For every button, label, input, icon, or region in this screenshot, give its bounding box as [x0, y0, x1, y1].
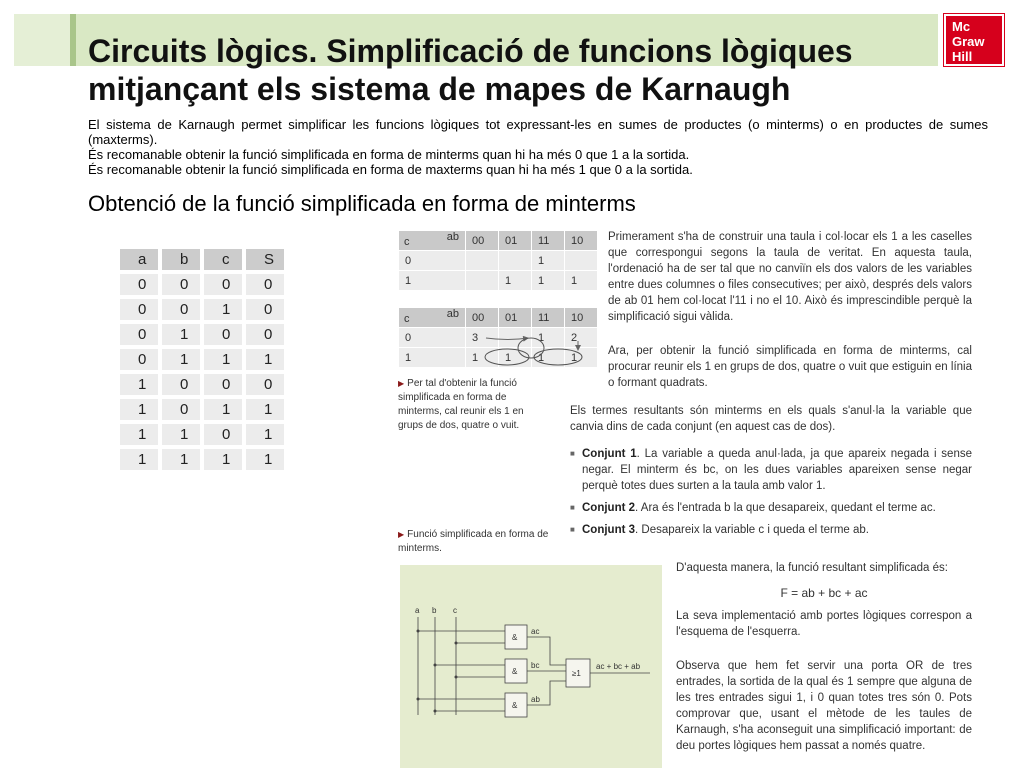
truth-table-cell: 0: [120, 324, 158, 345]
caption-arrow-icon: ▶: [398, 530, 405, 539]
kmap-corner-ab: ab: [446, 231, 459, 243]
kmap-cell: 1: [532, 348, 565, 368]
kmap-group-annotations: [398, 307, 598, 367]
table-row: [120, 399, 284, 420]
kmap-corner-c: c: [404, 313, 410, 325]
truth-table-body: [120, 274, 284, 470]
intro-paragraph: És recomanable obtenir la funció simplificada en forma de maxterms quan hi ha més 1 que 0 a la sortida.: [88, 162, 693, 177]
kmap-cell: [466, 251, 499, 271]
kmap-row-label: 0: [399, 251, 466, 271]
table-row: [120, 324, 284, 345]
bullet-title: Conjunt 1: [582, 448, 637, 460]
kmap-col-header: 11: [532, 308, 565, 328]
group-arrow: [486, 338, 528, 340]
title-band-divider: [70, 14, 76, 66]
table-row: [120, 374, 284, 395]
bullet-text: . Desapareix la variable c i queda el terme ab.: [635, 524, 869, 536]
and-gate-symbol: &: [512, 667, 518, 676]
kmap-cell: 1: [532, 271, 565, 291]
kmap-cell: 1: [466, 348, 499, 368]
table-row: [120, 349, 284, 370]
or-gate-symbol: ≥1: [572, 669, 581, 678]
bullet-title: Conjunt 2: [582, 502, 636, 514]
truth-table: [116, 245, 288, 474]
truth-table-cell: 0: [162, 399, 200, 420]
bullet-text: . La variable a queda anul·lada, ja que apareix negada i sense negar. El minterm és bc, on les dues variables apareixen sense negar perquè totes dues surten a la taula amb valor 1.: [582, 448, 972, 492]
truth-table-cell: 0: [162, 299, 200, 320]
body-paragraph: D'aquesta manera, la funció resultant simplificada és:: [676, 562, 948, 574]
table-row: [120, 424, 284, 445]
caption-text: Per tal d'obtenir la funció simplificada en forma de minterms, cal reunir els 1 en grups de dos, quatre o vuit.: [398, 378, 524, 431]
kmap-row-label: 0: [399, 328, 466, 348]
truth-table-cell: 1: [246, 349, 284, 370]
truth-table-cell: 0: [246, 324, 284, 345]
figure-caption: [398, 528, 550, 556]
truth-table-cell: 1: [246, 449, 284, 470]
junction-dot: [434, 664, 437, 667]
body-paragraph: Els termes resultants són minterms en els quals s'anul·la la variable que canvia dins de cada conjunt (en aquest cas de dos).: [570, 405, 972, 433]
bullet-title: Conjunt 3: [582, 524, 636, 536]
truth-table-cell: 0: [162, 374, 200, 395]
kmap-cell: 1: [565, 348, 598, 368]
truth-table-cell: 0: [204, 424, 242, 445]
truth-table-cell: 1: [204, 449, 242, 470]
truth-table-cell: 1: [204, 349, 242, 370]
kmap-col-header: 10: [565, 308, 598, 328]
kmap-cell: 1: [532, 328, 565, 348]
kmap-row-label: 1: [399, 348, 466, 368]
kmap-corner: [399, 231, 466, 251]
kmap-cell: 1: [565, 271, 598, 291]
truth-table-cell: 1: [120, 399, 158, 420]
group-oval: [534, 349, 582, 365]
caption-arrow-icon: ▶: [398, 379, 405, 388]
truth-table-header: S: [246, 249, 284, 270]
kmap-col-header: 10: [565, 231, 598, 251]
section-heading: Obtenció de la funció simplificada en forma de minterms: [88, 191, 636, 216]
truth-table-cell: 1: [246, 399, 284, 420]
output-label: ac + bc + ab: [596, 662, 641, 671]
input-label: c: [453, 606, 457, 615]
truth-table-cell: 0: [120, 299, 158, 320]
figure-caption: [398, 377, 550, 433]
kmap-row-label: 1: [399, 271, 466, 291]
mcgraw-hill-logo: [944, 14, 1004, 66]
term-label: ab: [531, 695, 540, 704]
truth-table-cell: 0: [246, 299, 284, 320]
kmap-col-header: 01: [499, 308, 532, 328]
truth-table-cell: 1: [120, 374, 158, 395]
term-label: bc: [531, 661, 540, 670]
kmap-corner-ab: ab: [446, 308, 459, 320]
list-item: [570, 500, 972, 516]
body-paragraph: La seva implementació amb portes lògiques correspon a l'esquema de l'esquerra.: [676, 610, 972, 638]
junction-dot: [434, 710, 437, 713]
truth-table-cell: 1: [204, 299, 242, 320]
truth-table-header: a: [120, 249, 158, 270]
kmap-cell: 1: [532, 251, 565, 271]
simplified-formula: F = ab + bc + ac: [780, 586, 868, 600]
body-paragraph: Observa que hem fet servir una porta OR de tres entrades, la sortida de la qual és 1 sempre que alguna de les tres entrades sigui 1, i 0 quan totes tres són 0. Pots comprovar que, usant el mètode de les taules de Karnaugh, s'ha aconseguit una simplificació important: de deu portes lògiques hem passat a només quatre.: [676, 660, 972, 752]
list-item: [570, 522, 972, 538]
junction-dot: [455, 642, 458, 645]
list-item: [570, 446, 972, 494]
slide-title: Circuits lògics. Simplificació de funcions lògiques mitjançant els sistema de mapes de Karnaugh: [88, 33, 853, 107]
term-label: ac: [531, 627, 540, 636]
junction-dot: [417, 698, 420, 701]
kmap-col-header: 11: [532, 231, 565, 251]
title-band-accent: [14, 14, 70, 66]
kmap-cell: 2: [565, 328, 598, 348]
truth-table-header: b: [162, 249, 200, 270]
and-gate-symbol: &: [512, 701, 518, 710]
truth-table-cell: 0: [204, 324, 242, 345]
kmap-cell: 3: [466, 328, 499, 348]
kmap-row: [399, 271, 598, 291]
logo-line-3: Hill: [952, 49, 973, 64]
body-paragraph: Primerament s'ha de construir una taula i col·locar els 1 a les caselles que correspongui segons la taula de veritat. En aquesta taula, l'ordenació ha de ser tal que no canviïn els dos valors de les variables entre dues columnes o files consecutives; per això, després dels valors de ab 01 hem col·locat l'11 i no el 10. Això és imprescindible perquè la simplificació sigui vàlida.: [608, 231, 972, 323]
truth-table-cell: 1: [162, 324, 200, 345]
truth-table-cell: 1: [162, 424, 200, 445]
truth-table-cell: 0: [204, 374, 242, 395]
karnaugh-map-1: [398, 230, 598, 291]
junction-dot: [417, 630, 420, 633]
caption-text: Funció simplificada en forma de minterms.: [398, 529, 549, 554]
intro-text: [88, 117, 988, 177]
body-paragraph: Ara, per obtenir la funció simplificada en forma de minterms, cal procurar reunir els 1 en grups de dos, quatre o vuit que estiguin en línia o formant quadrats.: [608, 345, 972, 389]
and-gate-symbol: &: [512, 633, 518, 642]
input-label: b: [432, 606, 437, 615]
intro-paragraph: És recomanable obtenir la funció simplificada en forma de minterms quan hi ha més 0 que 1 a la sortida.: [88, 147, 690, 162]
kmap-cell: 1: [499, 271, 532, 291]
kmap-cell: [499, 251, 532, 271]
truth-table-cell: 1: [246, 424, 284, 445]
truth-table-cell: 1: [162, 449, 200, 470]
intro-paragraph: El sistema de Karnaugh permet simplificar les funcions lògiques tot expressant-les en sumes de productes (o minterms) o en productes de sumes (maxterms).: [88, 117, 988, 147]
kmap-col-header: 01: [499, 231, 532, 251]
kmap-header-row: [399, 231, 598, 251]
truth-table-cell: 0: [120, 349, 158, 370]
truth-table-header-row: [120, 249, 284, 270]
table-row: [120, 449, 284, 470]
truth-table-cell: 1: [120, 424, 158, 445]
truth-table-header: c: [204, 249, 242, 270]
input-label: a: [415, 606, 420, 615]
kmap-cell: [565, 251, 598, 271]
truth-table-cell: 0: [120, 274, 158, 295]
group-oval: [518, 338, 544, 358]
logo-line-2: Graw: [952, 34, 985, 49]
table-row: [120, 274, 284, 295]
kmap-cell: 1: [499, 348, 532, 368]
bullet-text: . Ara és l'entrada b la que desapareix, quedant el terme ac.: [635, 502, 936, 514]
junction-dot: [455, 676, 458, 679]
kmap-col-header: 00: [466, 231, 499, 251]
table-row: [120, 299, 284, 320]
group-oval: [485, 349, 529, 365]
kmap-col-header: 00: [466, 308, 499, 328]
kmap-cell: [466, 271, 499, 291]
truth-table-cell: 0: [246, 374, 284, 395]
truth-table-cell: 0: [204, 274, 242, 295]
logic-circuit: [400, 565, 662, 768]
truth-table-cell: 1: [162, 349, 200, 370]
logo-line-1: Mc: [952, 19, 971, 34]
bullet-list: [570, 446, 972, 544]
kmap-row: [399, 251, 598, 271]
truth-table-cell: 1: [120, 449, 158, 470]
truth-table-cell: 0: [246, 274, 284, 295]
truth-table-cell: 1: [204, 399, 242, 420]
kmap-corner-c: c: [404, 236, 410, 248]
truth-table-cell: 0: [162, 274, 200, 295]
